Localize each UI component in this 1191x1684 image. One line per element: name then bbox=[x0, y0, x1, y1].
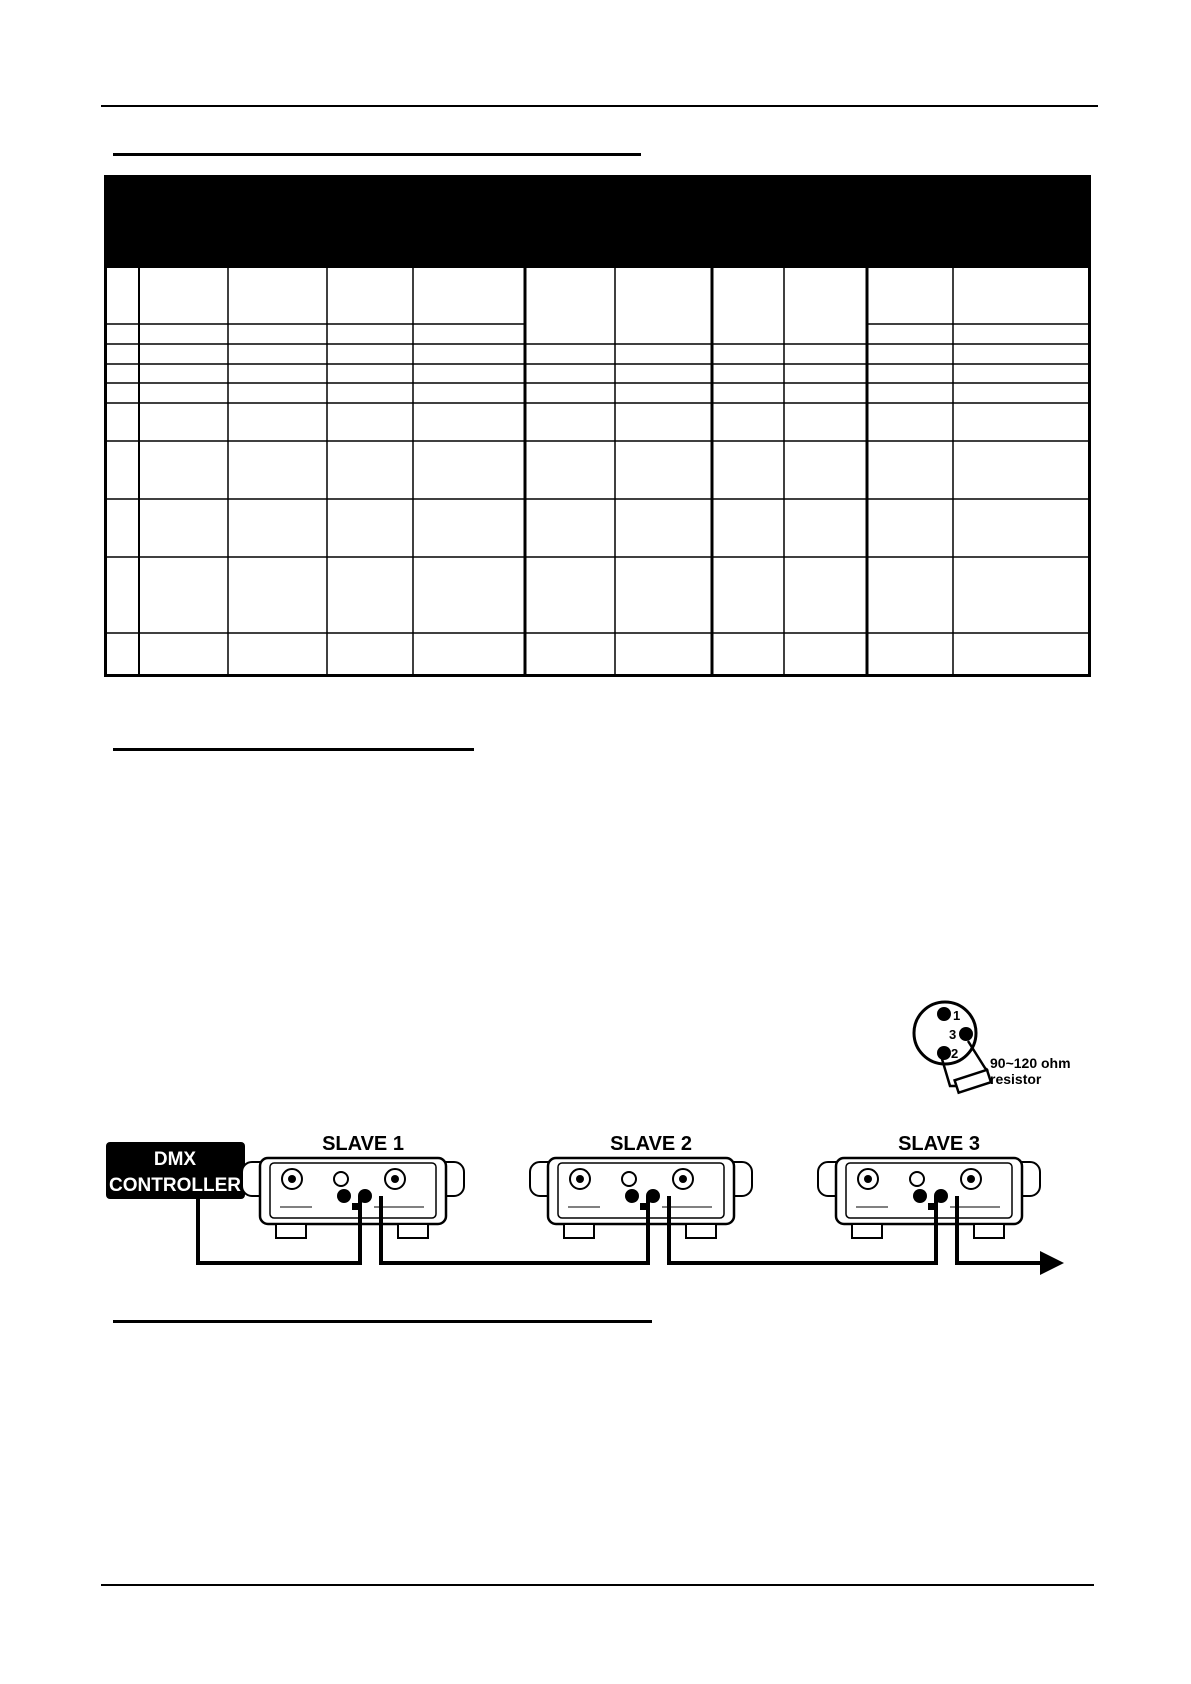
resistor-symbol bbox=[955, 1070, 991, 1093]
slave-2-label: SLAVE 2 bbox=[610, 1133, 692, 1155]
slave-fixture-1 bbox=[242, 1158, 464, 1238]
section-1-heading-rule bbox=[113, 153, 641, 156]
pin-2-dot bbox=[937, 1046, 951, 1060]
resistor-value-label: 90~120 ohm bbox=[990, 1055, 1071, 1071]
dmx-chain-diagram bbox=[104, 995, 1094, 1285]
pin-2-label: 2 bbox=[951, 1046, 959, 1061]
channel-table bbox=[104, 175, 1091, 677]
pin-3-dot bbox=[959, 1027, 973, 1041]
pin-3-label: 3 bbox=[949, 1027, 957, 1042]
slave-fixture-3 bbox=[818, 1158, 1040, 1238]
resistor-wire-right bbox=[968, 1041, 988, 1071]
xlr-terminator-drawing bbox=[914, 1002, 1071, 1093]
section-3-heading-rule bbox=[113, 1320, 652, 1323]
dmx-out-arrowhead bbox=[1040, 1251, 1064, 1275]
slave-1-label: SLAVE 1 bbox=[322, 1133, 404, 1155]
dmx-controller bbox=[106, 1142, 245, 1199]
page-bottom-rule bbox=[101, 1584, 1094, 1586]
page-top-rule bbox=[101, 105, 1098, 107]
table-grid bbox=[107, 268, 1088, 677]
slave-fixture-2 bbox=[530, 1158, 752, 1238]
section-2-heading-rule bbox=[113, 748, 474, 751]
pin-1-dot bbox=[937, 1007, 951, 1021]
table-header-band bbox=[107, 178, 1088, 268]
controller-label-line2: CONTROLLER bbox=[109, 1175, 241, 1196]
resistor-word-label: resistor bbox=[990, 1071, 1042, 1087]
pin-1-label: 1 bbox=[953, 1008, 961, 1023]
controller-label-line1: DMX bbox=[153, 1149, 197, 1170]
slave-3-label: SLAVE 3 bbox=[898, 1133, 980, 1155]
